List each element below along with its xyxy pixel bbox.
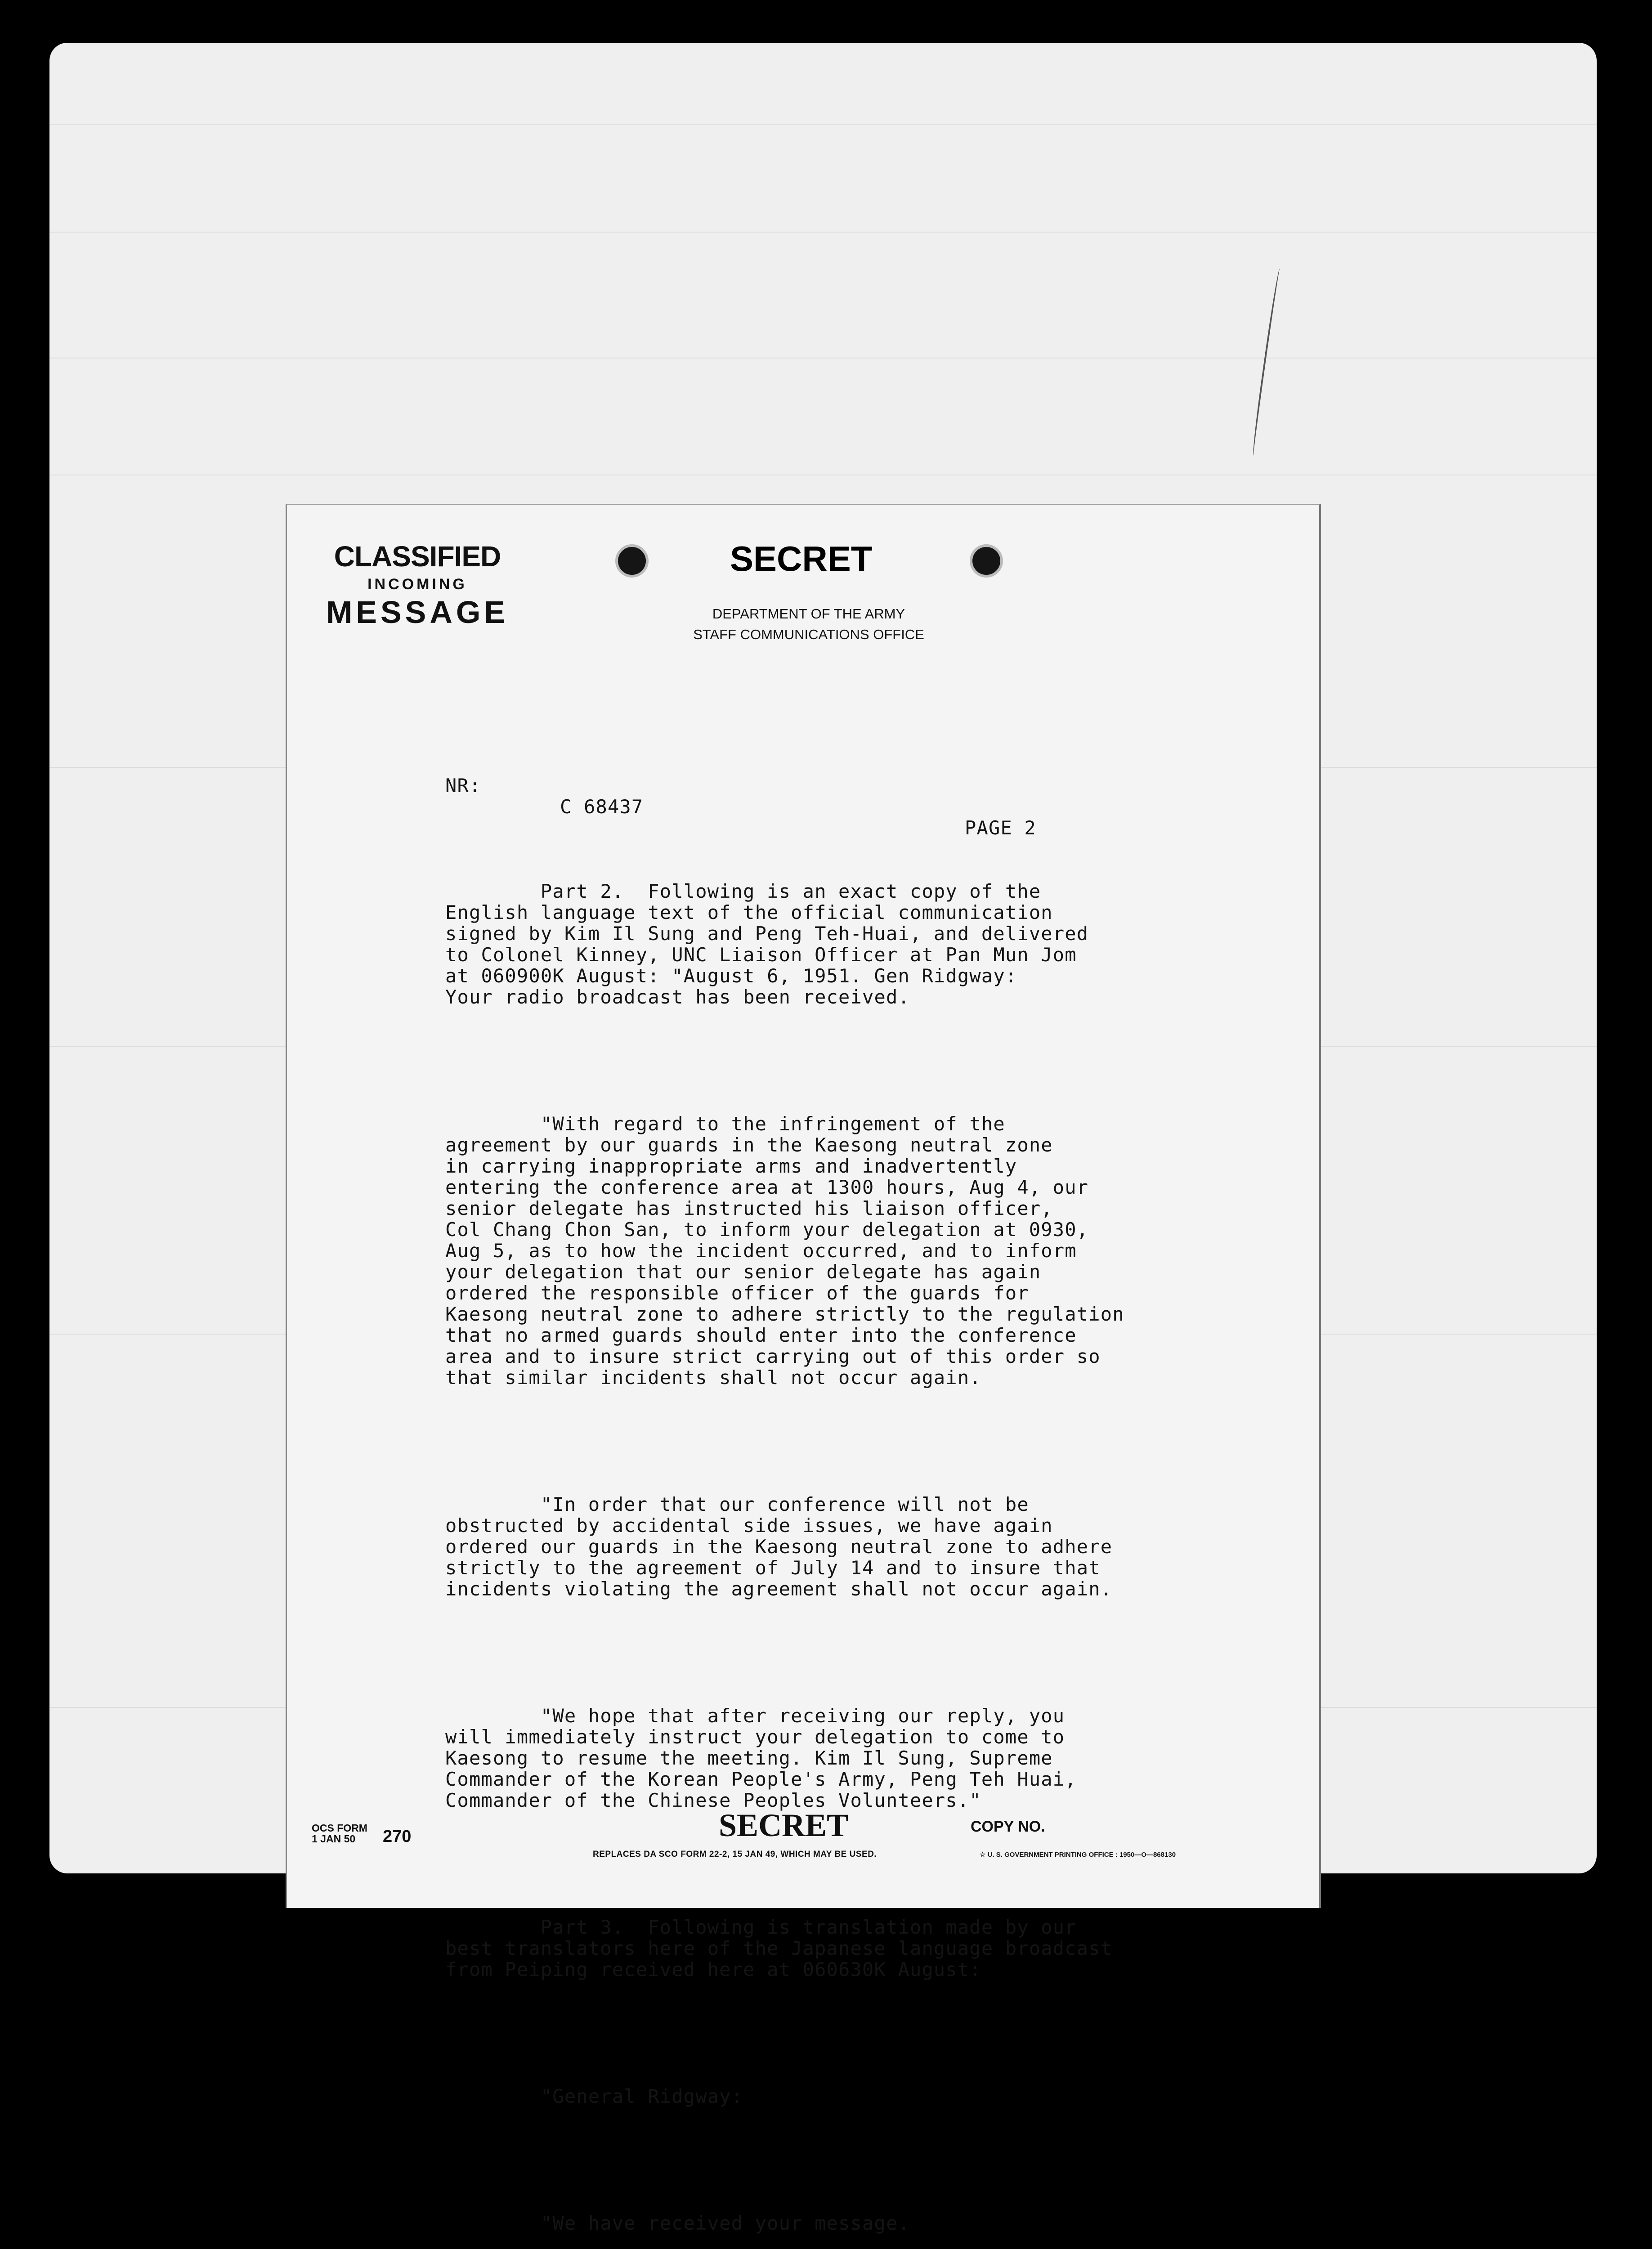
secret-heading: SECRET (730, 539, 873, 578)
punch-hole (615, 544, 649, 578)
form-title-block (323, 540, 512, 630)
office-name: STAFF COMMUNICATIONS OFFICE (693, 627, 924, 642)
paragraph-part-3: Part 3. Following is translation made by our best translators here of the Japanese language broadcast from Peiping received here at 060630K August: (445, 1916, 1113, 1980)
paragraph-reply: "We hope that after receiving our reply, you will immediately instruct your delegation to come to Kaesong to resume the meeting. Kim Il Sung, Supreme Commander of the Korean People's Army, Peng Teh Huai, Commander of the Chinese Peoples Volunteers." (445, 1705, 1077, 1811)
paragraph-received: "We have received your message. (445, 2212, 910, 2234)
paragraph-part-2: Part 2. Following is an exact copy of the English language text of the official communication signed by Kim Il Sung and Peng Teh-Huai, and delivered to Colonel Kinney, UNC Liaison Officer at Pan Mun Jom at 060900K August: "August 6, 1951. Gen Ridgway: Your radio broadcast has been received. (445, 880, 1089, 1008)
nr-value: C 68437 (560, 796, 644, 818)
scan-line (49, 124, 1597, 125)
spacer (445, 1050, 1255, 1071)
form-number: 270 (383, 1827, 412, 1846)
nr-label: NR: (445, 775, 481, 797)
printing-office-note: ☆ U. S. GOVERNMENT PRINTING OFFICE : 1950—O—868130 (980, 1851, 1176, 1859)
spacer (445, 2022, 1255, 2043)
scan-line (49, 232, 1597, 233)
paragraph-conference: "In order that our conference will not be obstructed by accidental side issues, we have again ordered our guards in the Kaesong neutral zone to adhere strictly to the agreement of July 14 and to insure that incidents violating the agreement shall not occur again. (445, 1493, 1113, 1600)
department-name: DEPARTMENT OF THE ARMY (712, 606, 905, 622)
classified-label: CLASSIFIED (334, 540, 501, 573)
film-scratch (1251, 268, 1282, 456)
paragraph-infringement: "With regard to the infringement of the agreement by our guards in the Kaesong neutral zone in carrying inappropriate arms and inadvertently entering the conference area at 1300 hours, Aug 4, our senior delegate has instructed his liaison officer, Col Chang Chon San, to inform your delegation at 0930, Aug 5, as to how the incident occurred, and to inform your delegation that our senior delegate has again ordered the responsible officer of the guards for Kaesong neutral zone to adhere strictly to the regulation that no armed guards should enter into the conference area and to insure strict carrying out of this order so that similar incidents shall not occur again. (445, 1113, 1124, 1389)
spacer (445, 1642, 1255, 1663)
message-body (445, 712, 1255, 2249)
form-date: 1 JAN 50 (312, 1833, 356, 1845)
message-form (286, 504, 1321, 2234)
spacer (445, 1430, 1255, 1452)
department-block (665, 604, 953, 645)
reference-row (445, 754, 1255, 839)
form-label: OCS FORM (312, 1822, 367, 1834)
spacer (445, 2149, 1255, 2170)
incoming-label: INCOMING (367, 576, 467, 593)
page-number: PAGE 2 (965, 817, 1036, 839)
form-id-block (312, 1823, 367, 1844)
replaces-note: REPLACES DA SCO FORM 22-2, 15 JAN 49, WHICH MAY BE USED. (593, 1850, 877, 1859)
paragraph-salutation: "General Ridgway: (445, 2085, 743, 2107)
copy-number-label: COPY NO. (971, 1818, 1045, 1835)
spacer (445, 817, 1255, 838)
footer-secret: SECRET (719, 1807, 849, 1843)
punch-hole (970, 544, 1003, 578)
message-label: MESSAGE (326, 595, 509, 630)
